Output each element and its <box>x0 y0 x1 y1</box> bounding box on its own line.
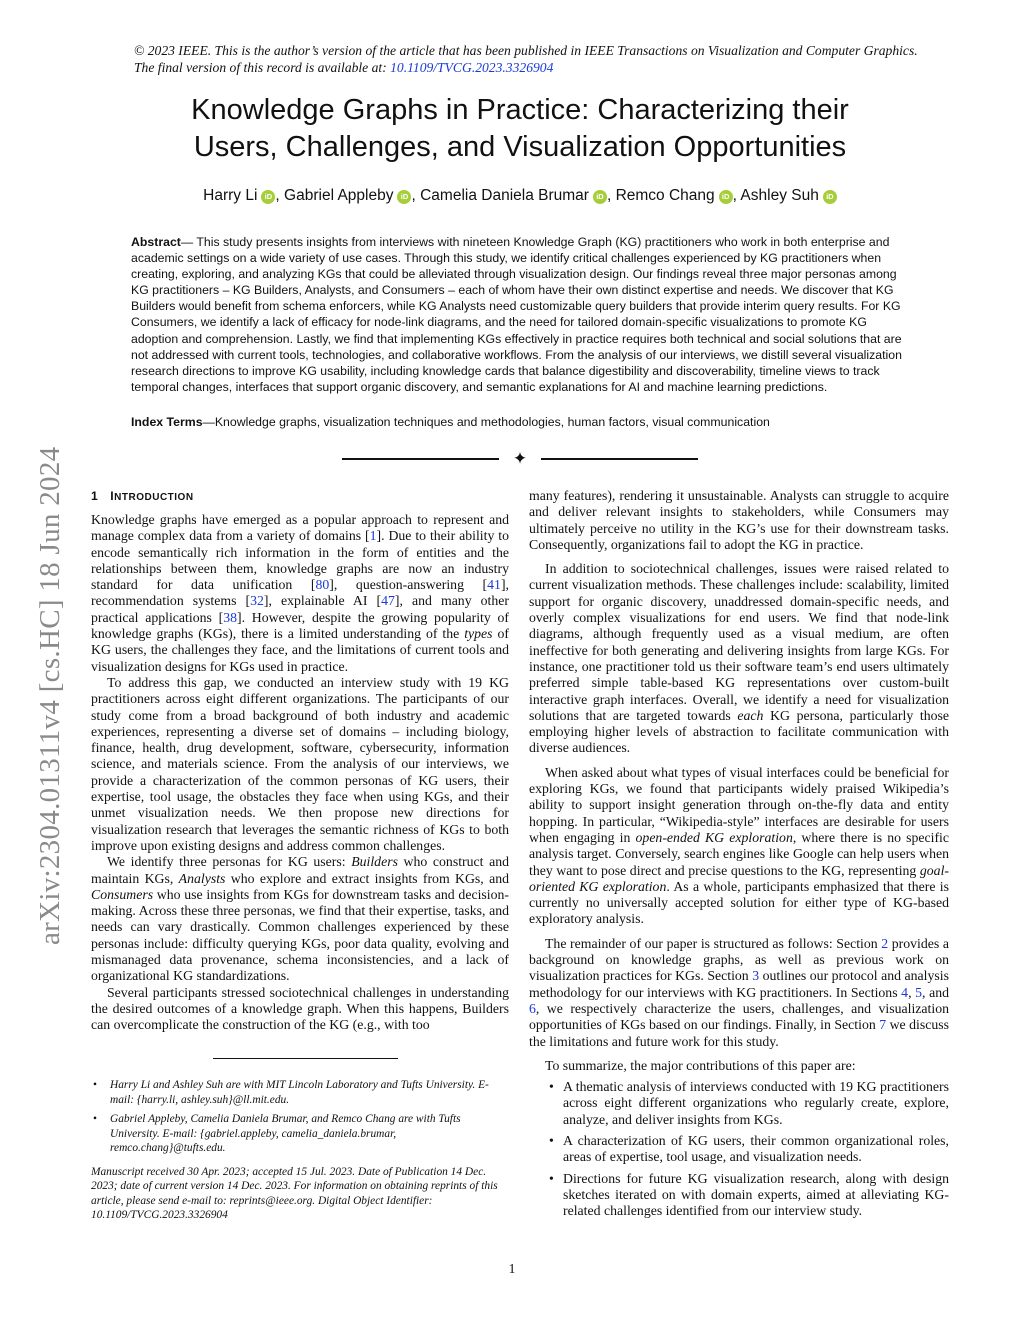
orcid-icon[interactable]: iD <box>823 190 837 204</box>
paragraph: In addition to sociotechnical challenges, issues were raised related to current visualization methods. These challenges include: scalability, limited support for organic discovery, unaddressed domain-specific needs, and overly complex visualizations for end users. We find that node-link diagrams, although frequently used as a visual medium, are often ineffective for both generating and delivering insights from large KGs. For instance, one practitioner told us their software team’s end users ultimately preferred simple table-based KG representations over custom-built interactive graph interfaces. Overall, we identify a need for visualization solutions that are targeted towards each KG persona, particularly those employing higher levels of abstraction to facilitate communication with diverse audiences. <box>529 561 949 756</box>
list-item: • A characterization of KG users, their common organizational roles, areas of expertise, tool usage, and visualization needs. <box>549 1132 949 1165</box>
footnote-item: • Gabriel Appleby, Camelia Daniela Brumar, and Remco Chang are with Tufts University. E-mail: {gabriel.appleby, camelia_daniela.brumar, remco.chang}@tufts.edu. <box>93 1113 461 1154</box>
list-item: • A thematic analysis of interviews conducted with 19 KG practitioners across eight different organizations who regularly create, explore, analyze, and deliver insights from KGs. <box>549 1079 949 1127</box>
paragraph: The remainder of our paper is structured as follows: Section 2 provides a background on knowledge graphs, as well as previous work on visualization practices for KGs. Section 3 outlines our protocol and analysis methodology for our interviews with KG practitioners. In Sections 4, 5, and 6, we respectively characterize the users, challenges, and visualization opportunities of KGs based on our findings. Finally, in Section 7 we discuss the limitations and future work for this study. <box>529 935 949 1049</box>
section-link[interactable]: 6 <box>529 1000 536 1016</box>
section-link[interactable]: 7 <box>879 1017 887 1033</box>
index-terms <box>131 414 912 430</box>
page-number: 1 <box>508 1262 516 1277</box>
author-name: Gabriel Appleby <box>284 187 394 204</box>
paragraph: Knowledge graphs have emerged as a popular approach to represent and manage complex data from a variety of domains [1]. Due to their ability to encode semantically rich information in the form of entities and the relationships between them, knowledge graphs are now an industry standard for data unification [80], question-answering [41], recommendation systems [32], explainable AI [47], and many other practical applications [38]. However, despite the growing popularity of knowledge graphs (KGs), there is a limited understanding of the types of KG users, the challenges they face, and the limitations of current tools and visualization designs for KGs used in practice. <box>91 512 510 674</box>
section-link[interactable]: 5 <box>915 984 923 1000</box>
abstract-label: Abstract <box>131 235 181 249</box>
orcid-icon[interactable]: iD <box>719 190 733 204</box>
paper-title <box>100 92 940 166</box>
author-name: Camelia Daniela Brumar <box>420 187 589 204</box>
section-link[interactable]: 4 <box>901 984 909 1000</box>
footnote-rule <box>213 1058 398 1059</box>
title-line-2: Users, Challenges, and Visualization Opportunities <box>193 131 847 163</box>
orcid-icon[interactable]: iD <box>397 190 411 204</box>
author-list: Harry Li iD , Gabriel Appleby iD , Camelia Daniela Brumar iD , Remco Chang iD , Ashley Suh iD <box>100 187 940 205</box>
left-column <box>91 512 509 1034</box>
author-name: Harry Li <box>203 187 258 204</box>
index-terms-text: —Knowledge graphs, visualization techniques and methodologies, human factors, visual communication <box>202 415 770 429</box>
citation-link[interactable]: 80 <box>315 577 330 593</box>
section-divider <box>342 448 698 470</box>
citation-link[interactable]: 47 <box>381 593 395 609</box>
divider-line <box>541 458 698 460</box>
section-title-rest: NTRODUCTION <box>114 492 194 503</box>
title-line-1: Knowledge Graphs in Practice: Characterizing their <box>191 94 849 126</box>
abstract <box>131 234 912 395</box>
doi-link[interactable]: 10.1109/TVCG.2023.3326904 <box>390 60 554 75</box>
paragraph: Several participants stressed sociotechnical challenges in understanding the desired outcomes of a knowledge graph. When this happens, Builders can overcomplicate the construction of the KG (e.g., with too <box>91 984 509 1033</box>
citation-link[interactable]: 41 <box>487 577 501 593</box>
paragraph: When asked about what types of visual interfaces could be beneficial for exploring KGs, we found that participants widely praised Wikipedia’s ability to support insight generation through on-the-fly data and entity hopping. In particular, “Wikipedia-style” interfaces are desirable for users when engaging in open-ended KG exploration, where there is no specific analysis target. Conversely, search engines like Google can help users when they want to pose direct and precise questions to the KG, representing goal-oriented KG exploration. As a whole, participants emphasized that there is currently no universally accepted solution for either type of KG-based exploratory analysis. <box>529 764 950 927</box>
abstract-text: — This study presents insights from interviews with nineteen Knowledge Graph (KG) practitioners who work in both enterprise and academic settings on a wide variety of use cases. Through this study, we identify critical challenges experienced by KG practitioners when creating, exploring, and analyzing KGs that could be alleviated through visualization design. Our findings reveal three major personas among KG practitioners – KG Builders, Analysts, and Consumers – each of whom have their own distinct expertise and needs. We discover that KG Builders would benefit from schema enforcers, while KG Analysts need customizable query builders that provide interim query results. For KG Consumers, we identify a lack of efficacy for node-link diagrams, and the need for tailored domain-specific visualizations to promote KG adoption and comprehension. Lastly, we find that implementing KGs effectively in practice requires both technical and social solutions that are not addressed with current tools, technologies, and collaborative workflows. From the analysis of our interviews, we distill several visualization research directions to improve KG usability, including knowledge cards that balance digestibility and discoverability, timeline views to track temporal changes, interfaces that support organic discovery, and semantic explanations for AI and machine learning predictions. <box>131 235 902 394</box>
section-link[interactable]: 2 <box>881 935 889 951</box>
right-column <box>529 488 949 1219</box>
author <box>420 187 607 204</box>
diamond-icon: ✦ <box>512 449 528 468</box>
section-link[interactable]: 3 <box>752 968 760 984</box>
orcid-icon[interactable]: iD <box>261 190 275 204</box>
bullet-icon: • <box>549 1079 554 1095</box>
copyright-text: © 2023 IEEE. This is the author’s version of the article that has been published in IEEE Transactions on Visualization and Computer Graphics. The final version of this record is available at: <box>134 43 918 75</box>
paragraph: To summarize, the major contributions of this paper are: <box>545 1057 856 1073</box>
bullet-icon: • <box>93 1079 97 1091</box>
arxiv-stamp: arXiv:2304.01311v4 [cs.HC] 18 Jun 2024 <box>34 446 66 945</box>
index-terms-label: Index Terms <box>131 415 203 429</box>
orcid-icon[interactable]: iD <box>593 190 607 204</box>
paragraph: We identify three personas for KG users: Builders who construct and maintain KGs, Analysts who explore and extract insights from KGs, and Consumers who use insights from KGs for downstream tasks and decision-making. Across these three personas, we find that their expertise, tasks, and needs can vary drastically. Common challenges experienced by these personas include: difficulty querying KGs, poor data quality, evolving and mismanaged data provenance, schema inconsistencies, and a lack of organizational KG standardizations. <box>91 854 509 984</box>
citation-link[interactable]: 1 <box>369 528 377 544</box>
author <box>740 187 836 204</box>
paragraph: many features), rendering it unsustainable. Analysts can struggle to acquire and deliver relevant insights to stakeholders, while Consumers may ultimately perceive no utility in the KG’s use for their downstream tasks. Consequently, organizations fail to adopt the KG in practice. <box>529 488 949 552</box>
citation-link[interactable]: 38 <box>223 609 237 625</box>
copyright-notice <box>134 42 924 76</box>
author <box>284 187 411 204</box>
manuscript-info: Manuscript received 30 Apr. 2023; accepted 15 Jul. 2023. Date of Publication 14 Dec. 2023; date of current version 14 Dec. 2023. For information on obtaining reprints of this article, please send e-mail to: reprints@ieee.org. Digital Object Identifier: 10.1109/TVCG.2023.3326904 <box>91 1165 498 1221</box>
bullet-icon: • <box>549 1132 554 1148</box>
contributions-list <box>529 1079 949 1219</box>
divider-line <box>342 458 499 460</box>
author-name: Ashley Suh <box>740 187 819 204</box>
citation-link[interactable]: 32 <box>250 593 264 609</box>
author-name: Remco Chang <box>615 187 715 204</box>
section-title-initial: I <box>110 489 115 503</box>
paragraph: To address this gap, we conducted an interview study with 19 KG practitioners across eight different organizations. The participants of our study come from a broad background of both industry and academic experiences, representing a diverse set of domains – including biology, finance, health, drug development, software, cybersecurity, information science, and materials science. From the analysis of our interviews, we provide a characterization of the common personas of KG users, their expertise, tool usage, the obstacles they face when using KGs, and their unmet visualization needs. We then propose new directions for visualization research that leverages the semantic richness of KGs to both improve upon existing designs and address common challenges. <box>91 674 509 853</box>
section-heading-introduction <box>91 489 194 503</box>
author <box>616 187 733 204</box>
bullet-icon: • <box>93 1113 97 1125</box>
author <box>203 187 275 204</box>
list-item: • Directions for future KG visualization research, along with design sketches iterated on with domain experts, aimed at alleviating KG-related challenges identified from our interview study. <box>549 1170 949 1219</box>
footnote-item: • Harry Li and Ashley Suh are with MIT Lincoln Laboratory and Tufts University. E-mail: {harry.li, ashley.suh}@ll.mit.edu. <box>93 1079 489 1106</box>
bullet-icon: • <box>549 1170 554 1186</box>
section-number: 1 <box>91 489 99 503</box>
footnotes <box>91 1078 509 1223</box>
